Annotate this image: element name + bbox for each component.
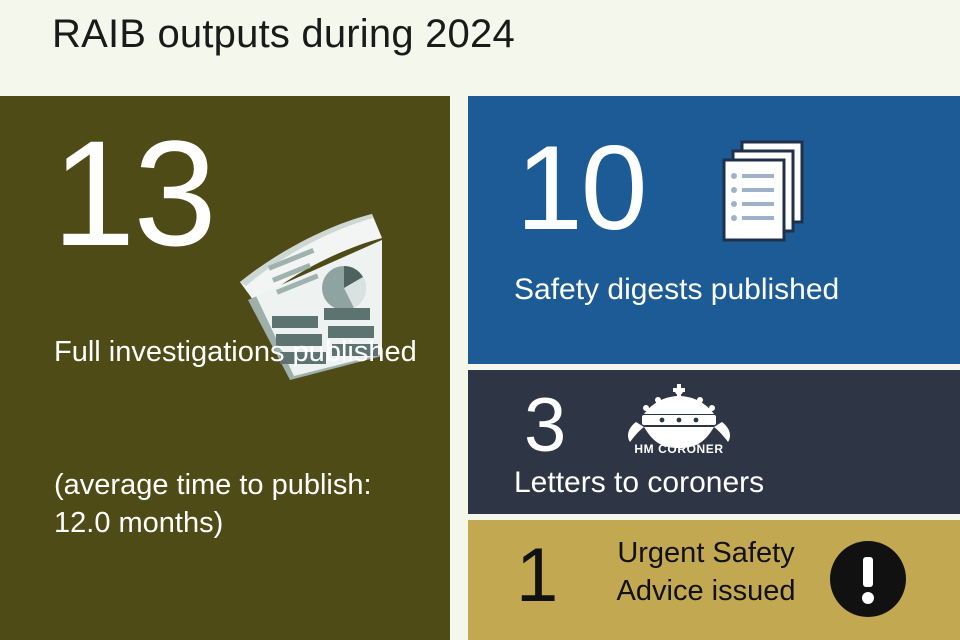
full-investigations-note: (average time to publish: 12.0 months) xyxy=(54,469,372,539)
coroner-letters-count: 3 xyxy=(524,383,567,468)
full-investigations-label: Full investigations published xyxy=(54,336,417,368)
coroner-letters-label: Letters to coroners xyxy=(514,466,765,499)
exclamation-circle-icon xyxy=(830,541,906,617)
crown-icon-caption: HM CORONER xyxy=(634,442,724,456)
stat-panel-full-investigations xyxy=(0,96,450,640)
urgent-safety-advice-count: 1 xyxy=(516,533,559,618)
title-bar xyxy=(0,0,960,84)
stat-panel-safety-digests xyxy=(468,96,960,364)
stacked-papers-icon xyxy=(716,138,812,244)
page-title: RAIB outputs during 2024 xyxy=(52,12,515,56)
stat-panel-coroner-letters xyxy=(468,370,960,514)
urgent-safety-advice-label: Urgent Safety Advice issued xyxy=(616,537,796,607)
safety-digests-count: 10 xyxy=(516,121,646,255)
stat-panel-urgent-safety-advice xyxy=(468,520,960,640)
safety-digests-label: Safety digests published xyxy=(514,273,840,306)
full-investigations-count: 13 xyxy=(52,109,215,277)
